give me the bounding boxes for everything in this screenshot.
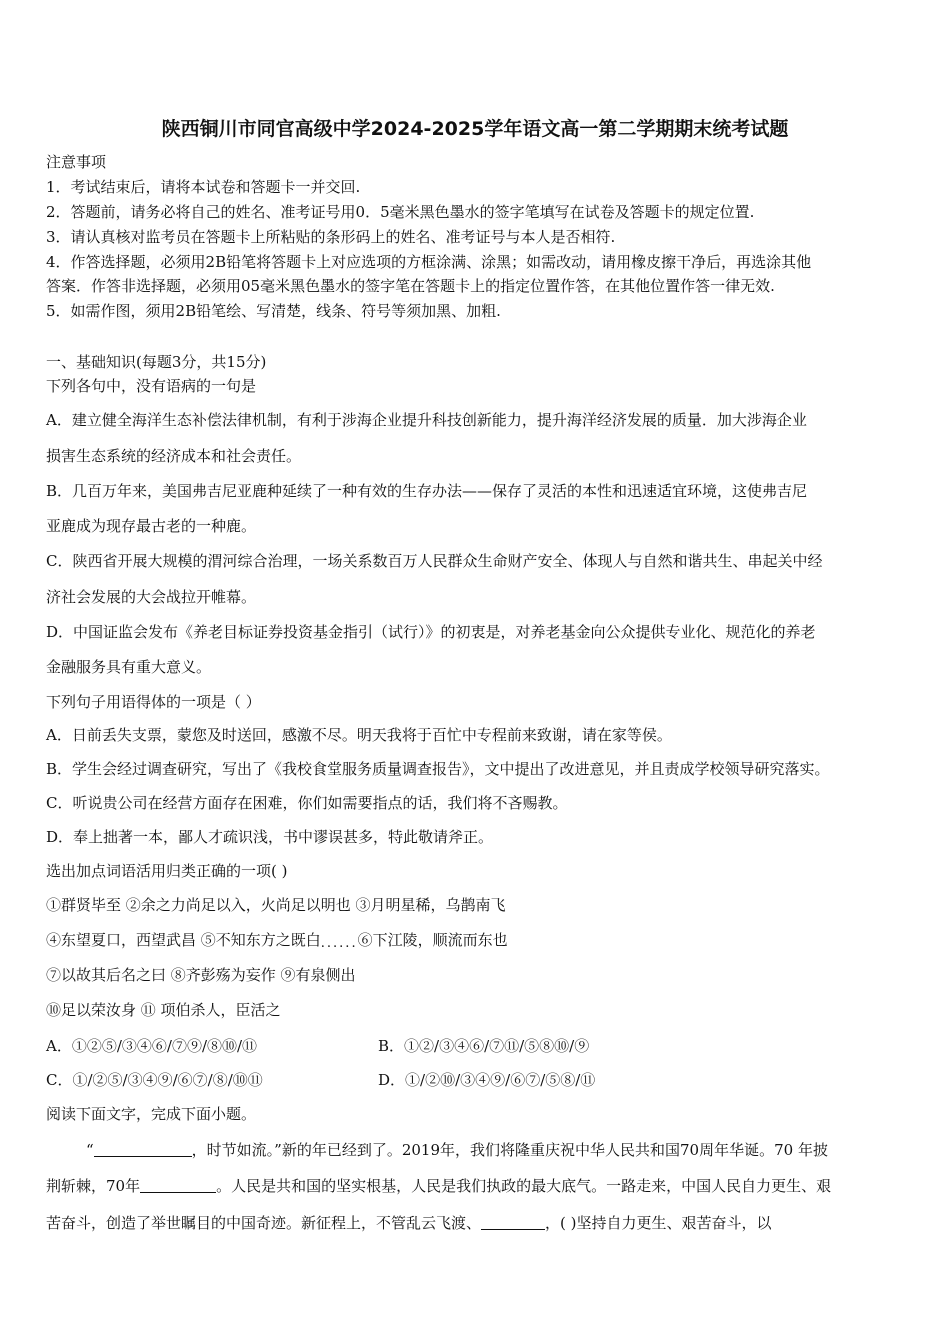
q3-option-c: C．①/②⑤/③④⑨/⑥⑦/⑧/⑩⑪: [46, 1071, 263, 1089]
fill-blank: [94, 1142, 192, 1157]
q2-option: B．学生会经过调查研究，写出了《我校食堂服务质量调查报告》，文中提出了改进意见，并且责成学校领导研究落实。: [46, 760, 830, 778]
notice-item: 2．答题前，请务必将自己的姓名、准考证号用0．5毫米黑色墨水的签字笔填写在试卷及答题卡的规定位置.: [46, 203, 755, 221]
notice-item: 1．考试结束后，请将本试卷和答题卡一并交回.: [46, 178, 361, 196]
q1-option-line: A．建立健全海洋生态补偿法律机制，有利于涉海企业提升科技创新能力，提升海洋经济发展的质量．加大涉海企业: [46, 411, 807, 429]
q1-option-line: 亚鹿成为现存最古老的一种鹿。: [46, 517, 257, 535]
reading-paragraph-line: [46, 1213, 772, 1233]
reading-paragraph-line: [86, 1140, 828, 1160]
q1-option-line: 金融服务具有重大意义。: [46, 658, 212, 676]
q2-option: C．听说贵公司在经营方面存在困难，你们如需要指点的话，我们将不吝赐教。: [46, 794, 568, 812]
q2-option: D．奉上拙著一本，鄙人才疏识浅，书中谬误甚多，特此敬请斧正。: [46, 828, 494, 846]
q1-option-line: C．陕西省开展大规模的渭河综合治理，一场关系数百万人民群众生命财产安全、体现人与自然和谐共生、串起关中经: [46, 552, 823, 570]
notice-item: 答案．作答非选择题，必须用05毫米黑色墨水的签字笔在答题卡上的指定位置作答，在其他位置作答一律无效.: [46, 277, 775, 295]
reading-intro: 阅读下面文字，完成下面小题。: [46, 1105, 257, 1123]
q2-option: A．日前丢失支票，蒙您及时送回，感激不尽。明天我将于百忙中专程前来致谢，请在家等侯。: [46, 726, 672, 744]
question-stem: 选出加点词语活用归类正确的一项( ): [46, 862, 288, 880]
reading-text: 苦奋斗，创造了举世瞩目的中国奇迹。新征程上，不管乱云飞渡、: [46, 1214, 482, 1232]
section-heading: 一、基础知识(每题3分，共15分): [46, 353, 267, 371]
question-stem: 下列各句中，没有语病的一句是: [46, 377, 257, 395]
notice-item: 3．请认真核对监考员在答题卡上所粘贴的条形码上的姓名、准考证号与本人是否相符.: [46, 228, 616, 246]
reading-text: ，( )坚持自力更生、艰苦奋斗，以: [545, 1214, 772, 1232]
reading-text: 。人民是共和国的坚实根基，人民是我们执政的最大底气。一路走来，中国人民自力更生、艰: [216, 1177, 832, 1195]
notice-item: 4．作答选择题，必须用2B铅笔将答题卡上对应选项的方框涂满、涂黑；如需改动，请用橡皮擦干净后，再选涂其他: [46, 253, 812, 271]
q3-option-a: A．①②⑤/③④⑥/⑦⑨/⑧⑩/⑪: [46, 1037, 258, 1055]
page-title: 陕西铜川市同官高级中学2024-2025学年语文高一第二学期期末统考试题: [161, 118, 789, 140]
q3-item-row-tail: ⑥下江陵，顺流而东也: [357, 931, 508, 949]
q1-option-line: D．中国证监会发布《养老目标证券投资基金指引（试行）》的初衷是，对养老基金向公众提供专业化、规范化的养老: [46, 623, 816, 641]
notice-item: 5．如需作图，须用2B铅笔绘、写清楚，线条、符号等须加黑、加粗.: [46, 302, 501, 320]
q1-option-line: 济社会发展的大会战拉开帷幕。: [46, 588, 257, 606]
q3-option-d: D．①/②⑩/③④⑨/⑥⑦/⑤⑧/⑪: [378, 1071, 596, 1089]
notice-heading: 注意事项: [46, 153, 107, 171]
q1-option-line: B．几百万年来，美国弗吉尼亚鹿种延续了一种有效的生存办法——保存了灵活的本性和迅速适宜环境，这使弗吉尼: [46, 482, 808, 500]
q1-option-line: 损害生态系统的经济成本和社会责任。: [46, 447, 302, 465]
q3-item-row: ①群贤毕至 ②余之力尚足以入，火尚足以明也 ③月明星稀，乌鹊南飞: [46, 896, 506, 914]
fill-blank: [140, 1178, 216, 1193]
reading-text: 荆斩棘，70年: [46, 1177, 141, 1195]
fill-blank: [481, 1215, 545, 1230]
q3-item-row-text: ④东望夏口，西望武昌 ⑤不知东方之既白: [46, 931, 321, 949]
q3-item-row: ⑩足以荣汝身 ⑪ 项伯杀人，臣活之: [46, 1001, 281, 1019]
question-stem: 下列句子用语得体的一项是（ ）: [46, 693, 261, 711]
reading-paragraph-line: [46, 1176, 831, 1196]
q3-option-b: B．①②/③④⑥/⑦⑪/⑤⑧⑩/⑨: [378, 1037, 590, 1055]
emphasis-dots: ......: [320, 936, 358, 951]
q3-item-row: ⑦以故其后名之曰 ⑧齐彭殇为妄作 ⑨有泉侧出: [46, 966, 356, 984]
reading-text: “: [86, 1141, 94, 1159]
q3-item-row: [46, 930, 508, 954]
reading-text: ，时节如流。”新的年已经到了。2019年，我们将隆重庆祝中华人民共和国70周年华诞。70 年披: [191, 1141, 828, 1159]
